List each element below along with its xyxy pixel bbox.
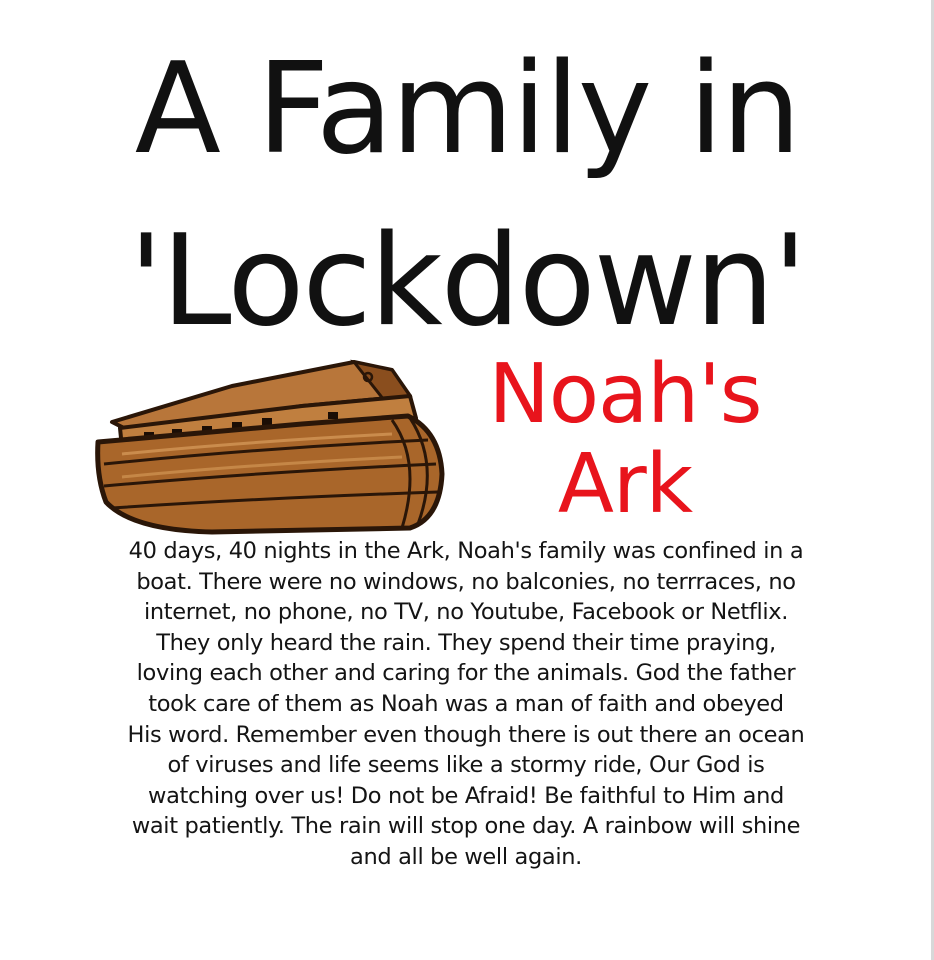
body-line: and all be well again.	[350, 843, 582, 870]
subtitle-line-1: Noah's	[488, 347, 762, 442]
body-line: of viruses and life seems like a stormy ride, Our God is	[167, 752, 765, 779]
title-line-2: 'Lockdown'	[128, 207, 806, 354]
subtitle-line-2: Ark	[557, 437, 693, 532]
body-line: loving each other and caring for the animals. God the father	[136, 660, 796, 687]
body-line: boat. There were no windows, no balconies, no terrraces, no	[136, 568, 796, 595]
body-line: 40 days, 40 nights in the Ark, Noah's family was confined in a	[128, 538, 804, 564]
body-paragraph	[20, 536, 912, 873]
body-line: took care of them as Noah was a man of faith and obeyed	[148, 690, 784, 717]
body-line: They only heard the rain. They spend their time praying,	[156, 629, 776, 656]
body-line: internet, no phone, no TV, no Youtube, Facebook or Netflix.	[143, 599, 789, 626]
body-line: His word. Remember even though there is out there an ocean	[127, 721, 805, 748]
body-line: watching over us! Do not be Afraid! Be faithful to Him and	[148, 782, 784, 809]
ark-icon	[92, 352, 448, 536]
body-line: wait patiently. The rain will stop one day. A rainbow will shine	[131, 813, 801, 840]
title-line-1: A Family in	[134, 35, 800, 182]
